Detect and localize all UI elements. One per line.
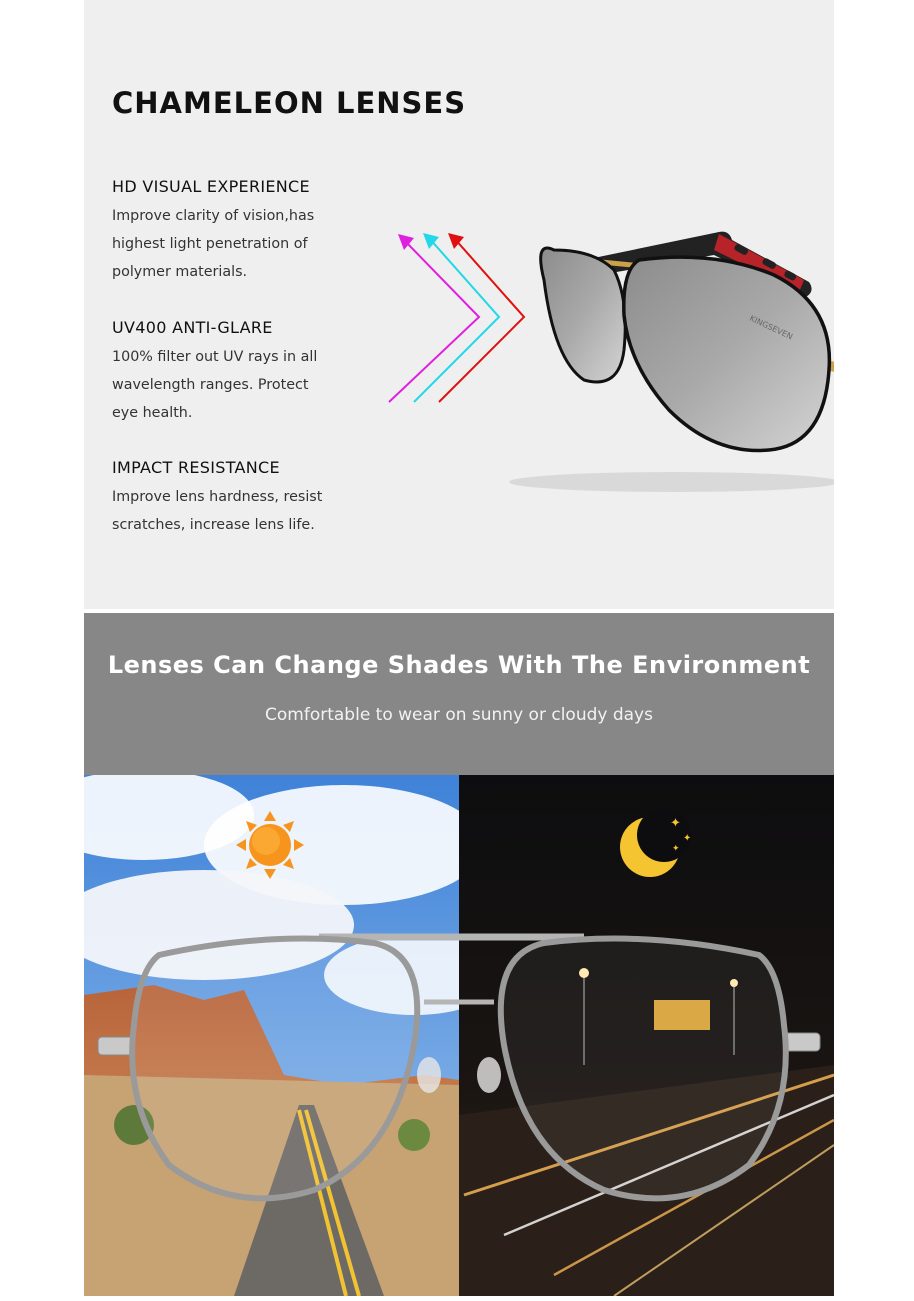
feature-text: 100% filter out UV rays in all wavelength ranges. Protect eye health. [112,349,318,421]
feature-heading: HD VISUAL EXPERIENCE [112,177,310,196]
light-rays [389,233,524,402]
section-title: CHAMELEON LENSES [112,86,467,120]
banner-heading: Lenses Can Change Shades With The Environment [107,651,811,679]
feature-heading: UV400 ANTI-GLARE [112,318,273,337]
feature-text: Improve clarity of vision,has highest light penetration of polymer materials. [112,208,315,280]
feature-impact [112,458,352,539]
banner-subheading: Comfortable to wear on sunny or cloudy days [265,705,653,725]
feature-text: Improve lens hardness, resist scratches, increase lens life. [112,489,323,533]
day-night-comparison [84,775,834,1296]
brand-mark: KINGSEVEN [748,313,795,342]
left-lens [541,248,626,382]
svg-text:✦: ✦ [683,833,692,844]
comparison-image [84,775,834,1296]
svg-text:✦: ✦ [670,816,681,831]
feature-uv400 [112,318,352,427]
feature-hd-visual [112,177,352,286]
svg-text:✦: ✦ [672,844,680,854]
shadow [509,472,834,492]
shade-change-banner [84,613,834,775]
feature-heading: IMPACT RESISTANCE [112,458,280,477]
product-page [84,0,834,1301]
chameleon-lenses-section [84,0,834,609]
sunglasses-product-image [384,220,834,510]
